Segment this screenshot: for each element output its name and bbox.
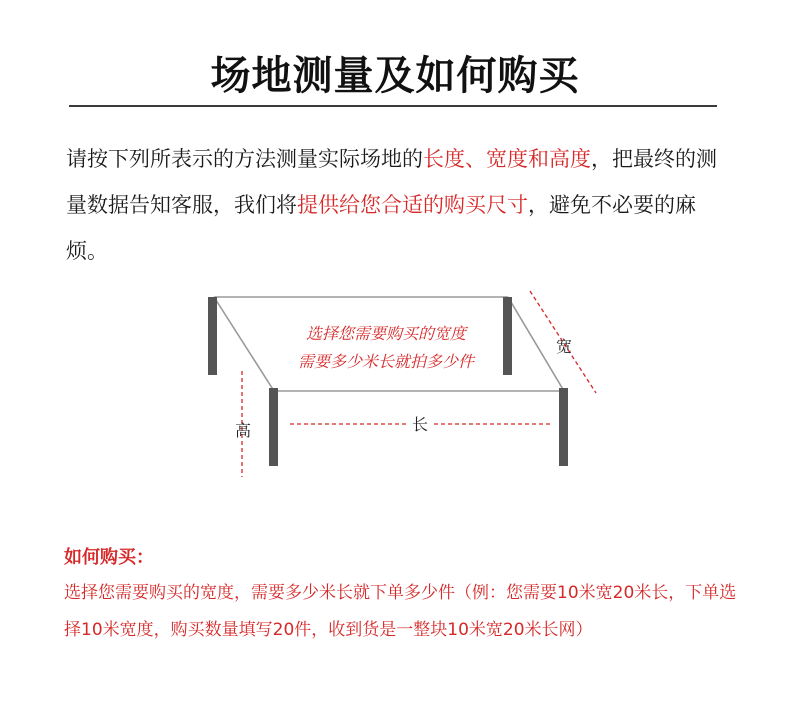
page-title: 场地测量及如何购买 [210,53,580,99]
intro-highlight-dimensions: 长度、宽度和高度 [423,147,591,171]
label-length: 长 [411,415,429,434]
measurement-diagram [200,285,610,485]
post-front-left [269,388,278,466]
intro-text-2: ，把最终的测量数据告知客服，我们将 [66,147,717,217]
net-left-diagonal [214,297,274,391]
post-back-left [208,297,217,375]
intro-text-1: 请按下列所表示的方法测量实际场地的 [66,147,423,171]
how-to-buy-description: 选择您需要购买的宽度，需要多少米长就下单多少件（例：您需要10米宽20米长，下单选择10米宽度，购买数量填写20件，收到货是一整块10米宽20米长网） [64,583,737,640]
post-back-right [503,297,512,375]
diagram-note-line-1: 选择您需要购买的宽度 [305,324,467,343]
post-front-right [559,388,568,466]
label-width: 宽 [555,337,573,356]
diagram-note-line-2: 需要多少米长就拍多少件 [297,352,475,371]
label-height: 高 [234,421,252,440]
intro-paragraph [66,136,726,274]
intro-highlight-size: 提供给您合适的购买尺寸 [297,193,528,217]
how-to-buy-title: 如何购买： [64,547,154,568]
intro-text-3: ，避免不必要的麻烦。 [66,193,696,263]
title-divider [69,105,717,107]
